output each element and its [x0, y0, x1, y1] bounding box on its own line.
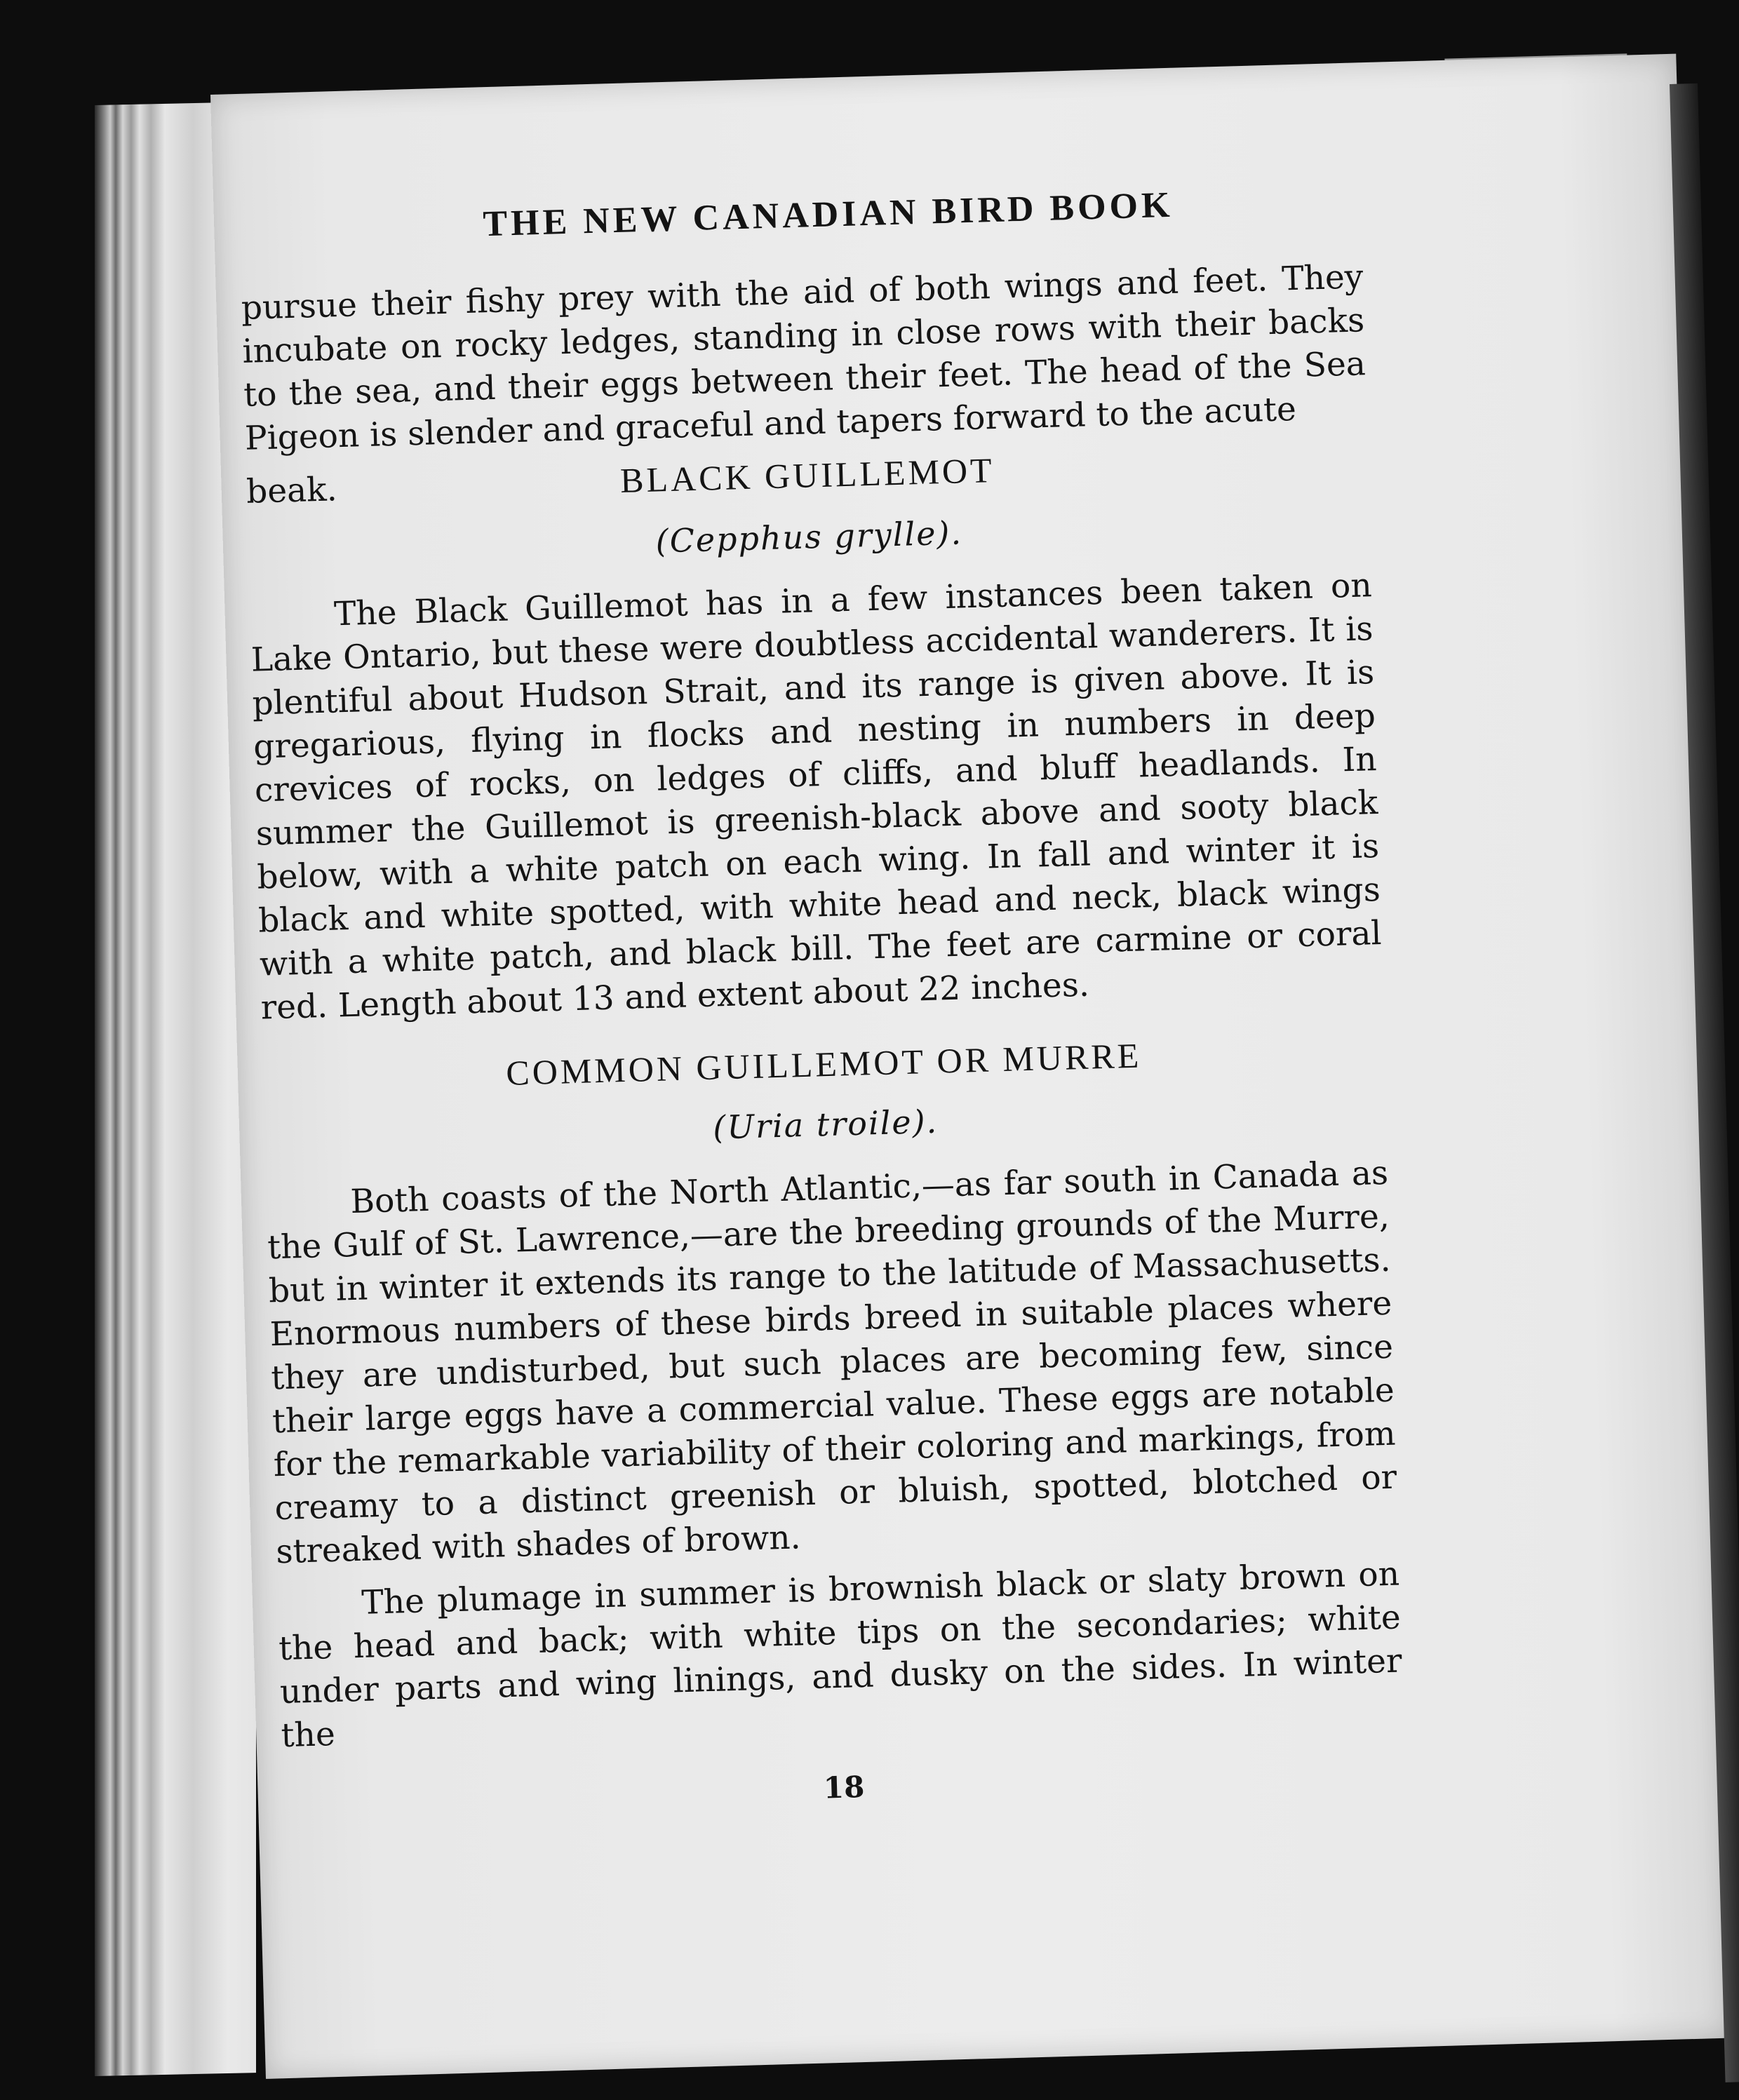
- intro-last-word: beak.: [246, 470, 338, 511]
- page-content: [239, 179, 1405, 1820]
- running-head: THE NEW CANADIAN BIRD BOOK: [482, 184, 1174, 245]
- section2-paragraph-1: Both coasts of the North Atlantic,—as far south in Canada as the Gulf of St. Lawrence,—are the breeding grounds of the Murre, but in winter it extends its range to the latitude of Massachusetts. Enormous numbers of these birds breed in suitable places where they are undisturbed, but such places are becoming few, since their large eggs have a commercial value. These eggs are notable for the remarkable variability of their coloring and markings, from creamy to a distinct greenish or bluish, spotted, blotched or streaked with shades of brown.: [267, 1153, 1397, 1572]
- intro-paragraph: pursue their fishy prey with the aid of both wings and feet. They incubate on rocky ledges, standing in close rows with their backs to the sea, and their eggs between their feet. The head of the Sea Pigeon is slender and graceful and tapers forward to the acute: [241, 257, 1367, 458]
- page-number: 18: [823, 1769, 866, 1805]
- section2-scientific-name: (Uria troile).: [712, 1102, 939, 1147]
- section1-title: BLACK GUILLEMOT: [619, 450, 995, 500]
- section1-scientific-name: (Cepphus grylle).: [654, 513, 963, 560]
- section2-title: COMMON GUILLEMOT OR MURRE: [505, 1035, 1142, 1093]
- section2-paragraph-2: The plumage in summer is brownish black or slaty brown on the head and back; with white tips on the secondaries; white under parts and wing linings, and dusky on the sides. In winter the: [278, 1554, 1403, 1756]
- section1-paragraph: The Black Guillemot has in a few instances been taken on Lake Ontario, but these were doubtless accidental wanderers. It is plentiful about Hudson Strait, and its range is given above. It is gregarious, flying in flocks and nesting in numbers in deep crevices of rocks, on ledges of cliffs, and bluff headlands. In summer the Guillemot is greenish-black above and sooty black below, with a white patch on each wing. In fall and winter it is black and white spotted, with white head and neck, black wings with a white patch, and black bill. The feet are carmine or coral red. Length about 13 and extent about 22 inches.: [250, 566, 1383, 1028]
